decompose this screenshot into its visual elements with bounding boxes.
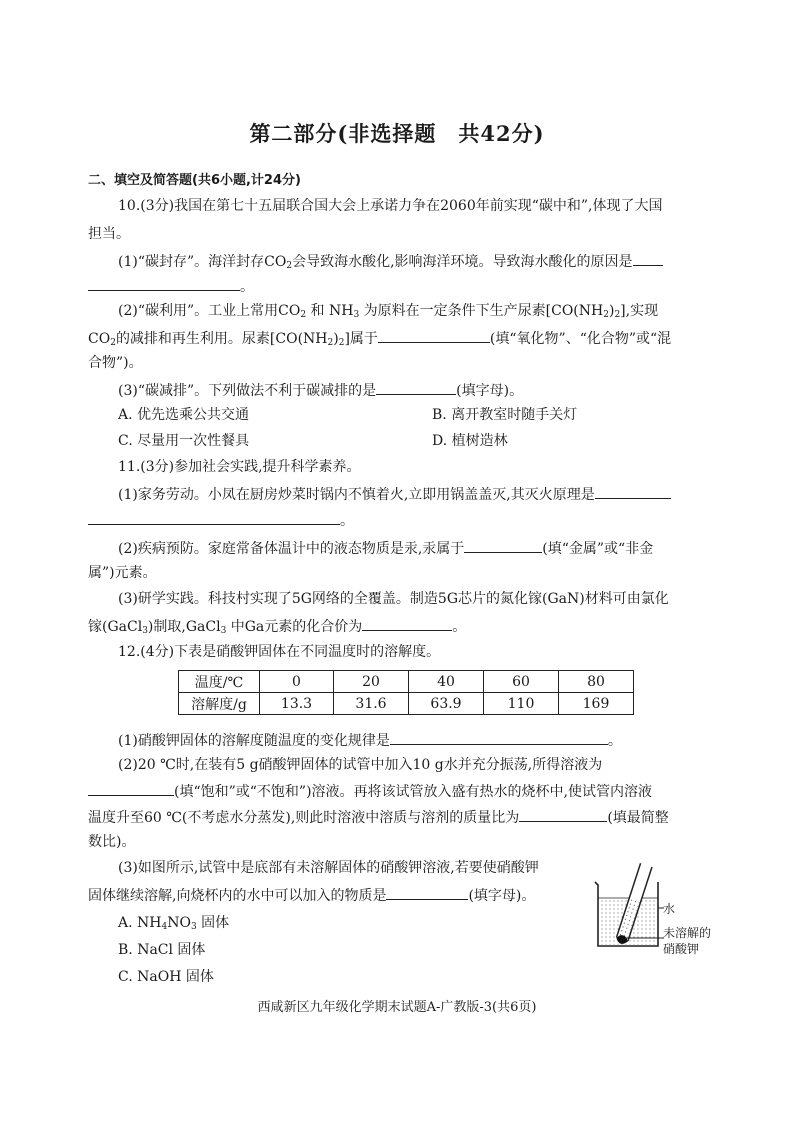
q10-option-b: B. 离开教室时随手关灯 (432, 407, 578, 423)
q10-part2: (2)“碳利用”。工业上常用$CO_2$ 和 $NH_3$ 为原料在一定条件下生产尿素$[CO(NH_2)_2]$,实现 (118, 303, 659, 320)
q11-part2: (2)疾病预防。家庭常备体温计中的液态物质是汞,汞属于 (填“金属”或“非金 (118, 538, 653, 558)
table-cell: 溶解度/g (179, 693, 260, 715)
q10-stem-cont: 担当。 (88, 226, 130, 242)
q10-part2-end: 合物”)。 (88, 355, 143, 371)
q11-stem: 11.(3分)参加社会实践,提升科学素养。 (118, 459, 361, 475)
table-cell: 80 (559, 671, 634, 693)
q10-part2-cont: $CO_2$的减排和再生利用。尿素$[CO(NH_2)_2]$属于 (填“氧化物”、“化合物”或“混 (88, 328, 671, 348)
q11-part3-cont: 镓(GaCl$_3$)制取,GaCl$_3$ 中Ga元素的化合价为 。 (88, 616, 466, 636)
page-footer: 西咸新区九年级化学期末试题A-广教版-3(共6页) (257, 1000, 537, 1015)
q12-option-b: B. NaCl 固体 (118, 942, 206, 958)
q12-part2: (2)20 ℃时,在装有5 g硝酸钾固体的试管中加入10 g水并充分振荡,所得溶液为 (118, 757, 603, 773)
q10-option-c: C. 尽量用一次性餐具 (118, 433, 250, 449)
part-title: 第二部分(非选择题 共42分) (249, 121, 545, 146)
q12-part2-cont: (填“饱和”或“不饱和”)溶液。再将该试管放入盛有热水的烧杯中,使试管内溶液 (88, 781, 652, 801)
beaker-test-tube-figure (585, 860, 665, 955)
q11-part1: (1)家务劳动。小凤在厨房炒菜时锅内不慎着火,立即用锅盖盖灭,其灭火原理是 (118, 484, 671, 504)
answer-blank[interactable] (390, 730, 608, 745)
answer-blank[interactable] (362, 616, 452, 631)
table-row (179, 671, 634, 693)
q12-stem: 12.(4分)下表是硝酸钾固体在不同温度时的溶解度。 (118, 644, 441, 660)
solid-label-line1: 未溶解的 (663, 926, 712, 940)
q12-option-a: A. $NH_4NO_3$ 固体 (118, 915, 230, 932)
section-heading: 二、填空及简答题(共6小题,计24分) (88, 173, 301, 188)
q10-part1: (1)“碳封存”。海洋封存$CO_2$会导致海水酸化,影响海洋环境。导致海水酸化的原因是 (118, 251, 663, 271)
table-cell: 31.6 (334, 693, 409, 715)
table-cell: 13.3 (260, 693, 334, 715)
answer-blank[interactable] (376, 380, 456, 395)
answer-blank[interactable] (464, 538, 542, 553)
q11-part3: (3)研学实践。科技村实现了5G网络的全覆盖。制造5G芯片的氮化镓(GaN)材料可由氯化 (118, 591, 669, 607)
table-row (179, 693, 634, 715)
q12-part2-cont2: 温度升至60 ℃(不考虑水分蒸发),则此时溶液中溶质与溶剂的质量比为 (填最简整 (88, 807, 669, 827)
q10-stem: 10.(3分)我国在第七十五届联合国大会上承诺力争在2060年前实现“碳中和”,体现了大国 (118, 198, 663, 214)
water-label: 水 (663, 902, 676, 916)
q12-part3: (3)如图所示,试管中是底部有未溶解固体的硝酸钾溶液,若要使硝酸钾 (118, 860, 539, 876)
answer-blank[interactable] (88, 276, 240, 291)
q12-part1: (1)硝酸钾固体的溶解度随温度的变化规律是 。 (118, 730, 622, 750)
table-cell: 63.9 (409, 693, 484, 715)
q12-part2-end: 数比)。 (88, 834, 136, 850)
q12-part3-cont: 固体继续溶解,向烧杯内的水中可以加入的物质是 (填字母)。 (88, 885, 535, 905)
q10-option-a: A. 优先选乘公共交通 (118, 407, 250, 423)
answer-blank[interactable] (519, 807, 607, 822)
solid-label-line2: 硝酸钾 (663, 942, 700, 956)
q11-part1-cont: 。 (88, 510, 354, 530)
answer-blank[interactable] (378, 328, 490, 343)
q10-part3: (3)“碳减排”。下列做法不利于碳减排的是 (填字母)。 (118, 380, 523, 400)
answer-blank[interactable] (88, 510, 340, 525)
q10-option-d: D. 植树造林 (432, 433, 508, 449)
table-cell: 60 (484, 671, 559, 693)
table-cell: 40 (409, 671, 484, 693)
table-cell: 20 (334, 671, 409, 693)
table-cell: 169 (559, 693, 634, 715)
answer-blank[interactable] (88, 781, 174, 796)
answer-blank[interactable] (633, 251, 663, 266)
table-cell: 温度/℃ (179, 671, 260, 693)
answer-blank[interactable] (595, 484, 671, 499)
q12-option-c: C. NaOH 固体 (118, 969, 214, 985)
q11-part2-cont: 属”)元素。 (88, 565, 157, 581)
table-cell: 110 (484, 693, 559, 715)
solubility-table (178, 670, 634, 715)
answer-blank[interactable] (386, 885, 468, 900)
table-cell: 0 (260, 671, 334, 693)
q10-part1-cont: 。 (88, 276, 254, 296)
